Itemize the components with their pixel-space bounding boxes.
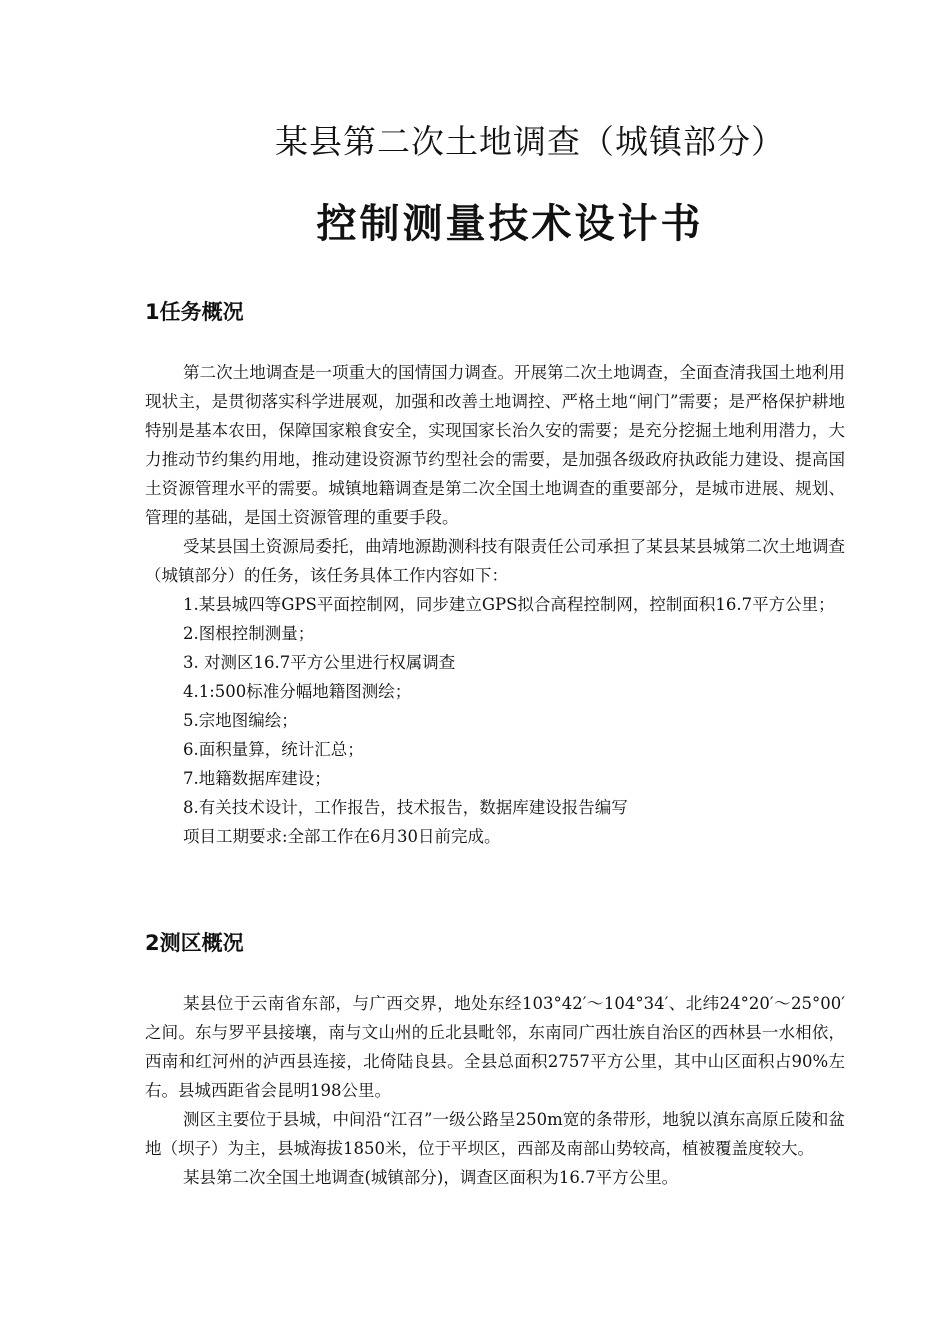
paragraph: 项目工期要求:全部工作在6月30日前完成。	[183, 827, 501, 846]
paragraph: 受某县国土资源局委托，曲靖地源勘测科技有限责任公司承担了某县某县城第二次土地调查（城镇部分）的任务，该任务具体工作内容如下：	[145, 537, 845, 585]
section-heading-task-overview: 1任务概况	[145, 300, 244, 324]
paragraph: 第二次土地调查是一项重大的国情国力调查。开展第二次土地调查，全面查清我国土地利用现状主，是贯彻落实科学进展观，加强和改善土地调控、严格土地“闸门”需要；是严格保护耕地特别是基本农田，保障国家粮食安全，实现国家长治久安的需要；是充分挖掘土地利用潜力，大力推动节约集约用地，推动建设资源节约型社会的需要，是加强各级政府执政能力建设、提高国土资源管理水平的需要。城镇地籍调查是第二次全国土地调查的重要部分，是城市进展、规划、管理的基础，是国土资源管理的重要手段。	[145, 363, 845, 527]
document-title-line2: 控制测量技术设计书	[316, 200, 704, 247]
section-body-survey-area	[145, 989, 845, 1192]
paragraph: 测区主要位于县城，中间沿“江召”一级公路呈250m宽的条带形，地貌以滇东高原丘陵和盆地（坝子）为主，县城海拔1850米，位于平坝区，西部及南部山势较高，植被覆盖度较大。	[145, 1110, 845, 1158]
list-item: 7.地籍数据库建设；	[183, 769, 331, 788]
list-item: 1.某县城四等GPS平面控制网，同步建立GPS拟合高程控制网，控制面积16.7平方公里；	[183, 595, 835, 614]
list-item: 6.面积量算，统计汇总；	[183, 740, 364, 759]
paragraph: 某县第二次全国土地调查(城镇部分)，调查区面积为16.7平方公里。	[183, 1168, 679, 1187]
list-item: 8.有关技术设计，工作报告，技术报告，数据库建设报告编写	[183, 798, 628, 817]
list-item: 2.图根控制测量；	[183, 624, 315, 643]
section-heading-survey-area: 2测区概况	[145, 931, 244, 955]
document-title-line1: 某县第二次土地调查（城镇部分）	[275, 122, 785, 161]
list-item: 3. 对测区16.7平方公里进行权属调查	[183, 653, 456, 672]
section-body-task-overview	[145, 358, 845, 851]
paragraph: 某县位于云南省东部，与广西交界，地处东经103°42′～104°34′、北纬24°20′～25°00′之间。东与罗平县接壤，南与文山州的丘北县毗邻，东南同广西壮族自治区的西林县一水相依，西南和红河州的泸西县连接，北倚陆良县。全县总面积2757平方公里，其中山区面积占90%左右。县城西距省会昆明198公里。	[145, 994, 845, 1100]
list-item: 5.宗地图编绘；	[183, 711, 298, 730]
list-item: 4.1:500标准分幅地籍图测绘；	[183, 682, 412, 701]
